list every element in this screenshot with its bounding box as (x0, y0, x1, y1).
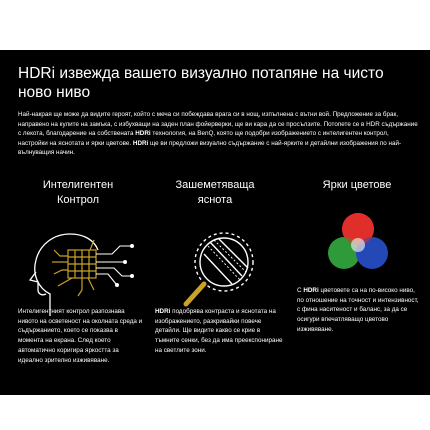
column-text: цветовете са на по-високо ниво, по отношение на точност и интензивност, с фина наситеност и баланс, за да се осигури впечатляващо цветово изживяване. (297, 287, 419, 333)
column-title-intelligent-control (18, 178, 138, 208)
column-title-line: Интелигентен (42, 179, 114, 191)
column-text-vivid-colors (297, 286, 422, 335)
column-text: подобрява контраста и яснотата на изображението, разкривайки повече детайли. Ще видите какво се крие в тъмните сенки, без да има преекспониране на светлите зони. (155, 308, 283, 354)
headline: HDRi извежда вашето визуално потапяне на чисто ново ниво (18, 65, 384, 101)
column-title-line: Ярки цветове (322, 179, 392, 191)
intro-text: ще ви предложи визуално съдържание с най-ярките и детайлни изображения по най-вълнуващия начин. (18, 139, 402, 157)
column-text-intelligent-control: Интелигентният контрол разпознава нивото на осветеност на околната среда и съдържанието, което се показва в момента на екрана. След което автоматично коригира яркостта за идеално зрително изживяване. (18, 308, 143, 364)
column-title-clarity (155, 178, 275, 208)
column-title-line: Контрол (56, 194, 100, 206)
brand-name: HDRi (132, 139, 149, 147)
intro-paragraph (18, 110, 418, 158)
intro-text: технология, на BenQ, която ще подобри изображението с интелигентен контрол, настройки на яснотата и ярки цветове. (18, 130, 389, 147)
column-text-clarity (155, 307, 285, 356)
column-text: С (297, 287, 304, 294)
brand-name: HDRi (135, 130, 151, 138)
column-title-line: яснота (197, 194, 233, 206)
hdri-feature-panel (0, 50, 430, 395)
column-title-vivid-colors (297, 178, 417, 193)
brand-name: HDRi (303, 287, 319, 294)
intro-text: Най-накрая ще може да видите героят, който с меча си побеждава врага си в нощ, изпълнена с вътни вой. Предложение за брак, направено на кулите на замъка, с избухващи на заден план фойерверки, ще ви кара да се просълзите. Потопете се в HDR съдържание с лекота, благодарение на собствената (18, 111, 418, 138)
brand-name: HDRi (155, 308, 171, 315)
rgb-circles-icon (320, 205, 396, 281)
magnifier-icon (180, 228, 260, 316)
column-title-line: Зашеметяваща (175, 179, 255, 191)
